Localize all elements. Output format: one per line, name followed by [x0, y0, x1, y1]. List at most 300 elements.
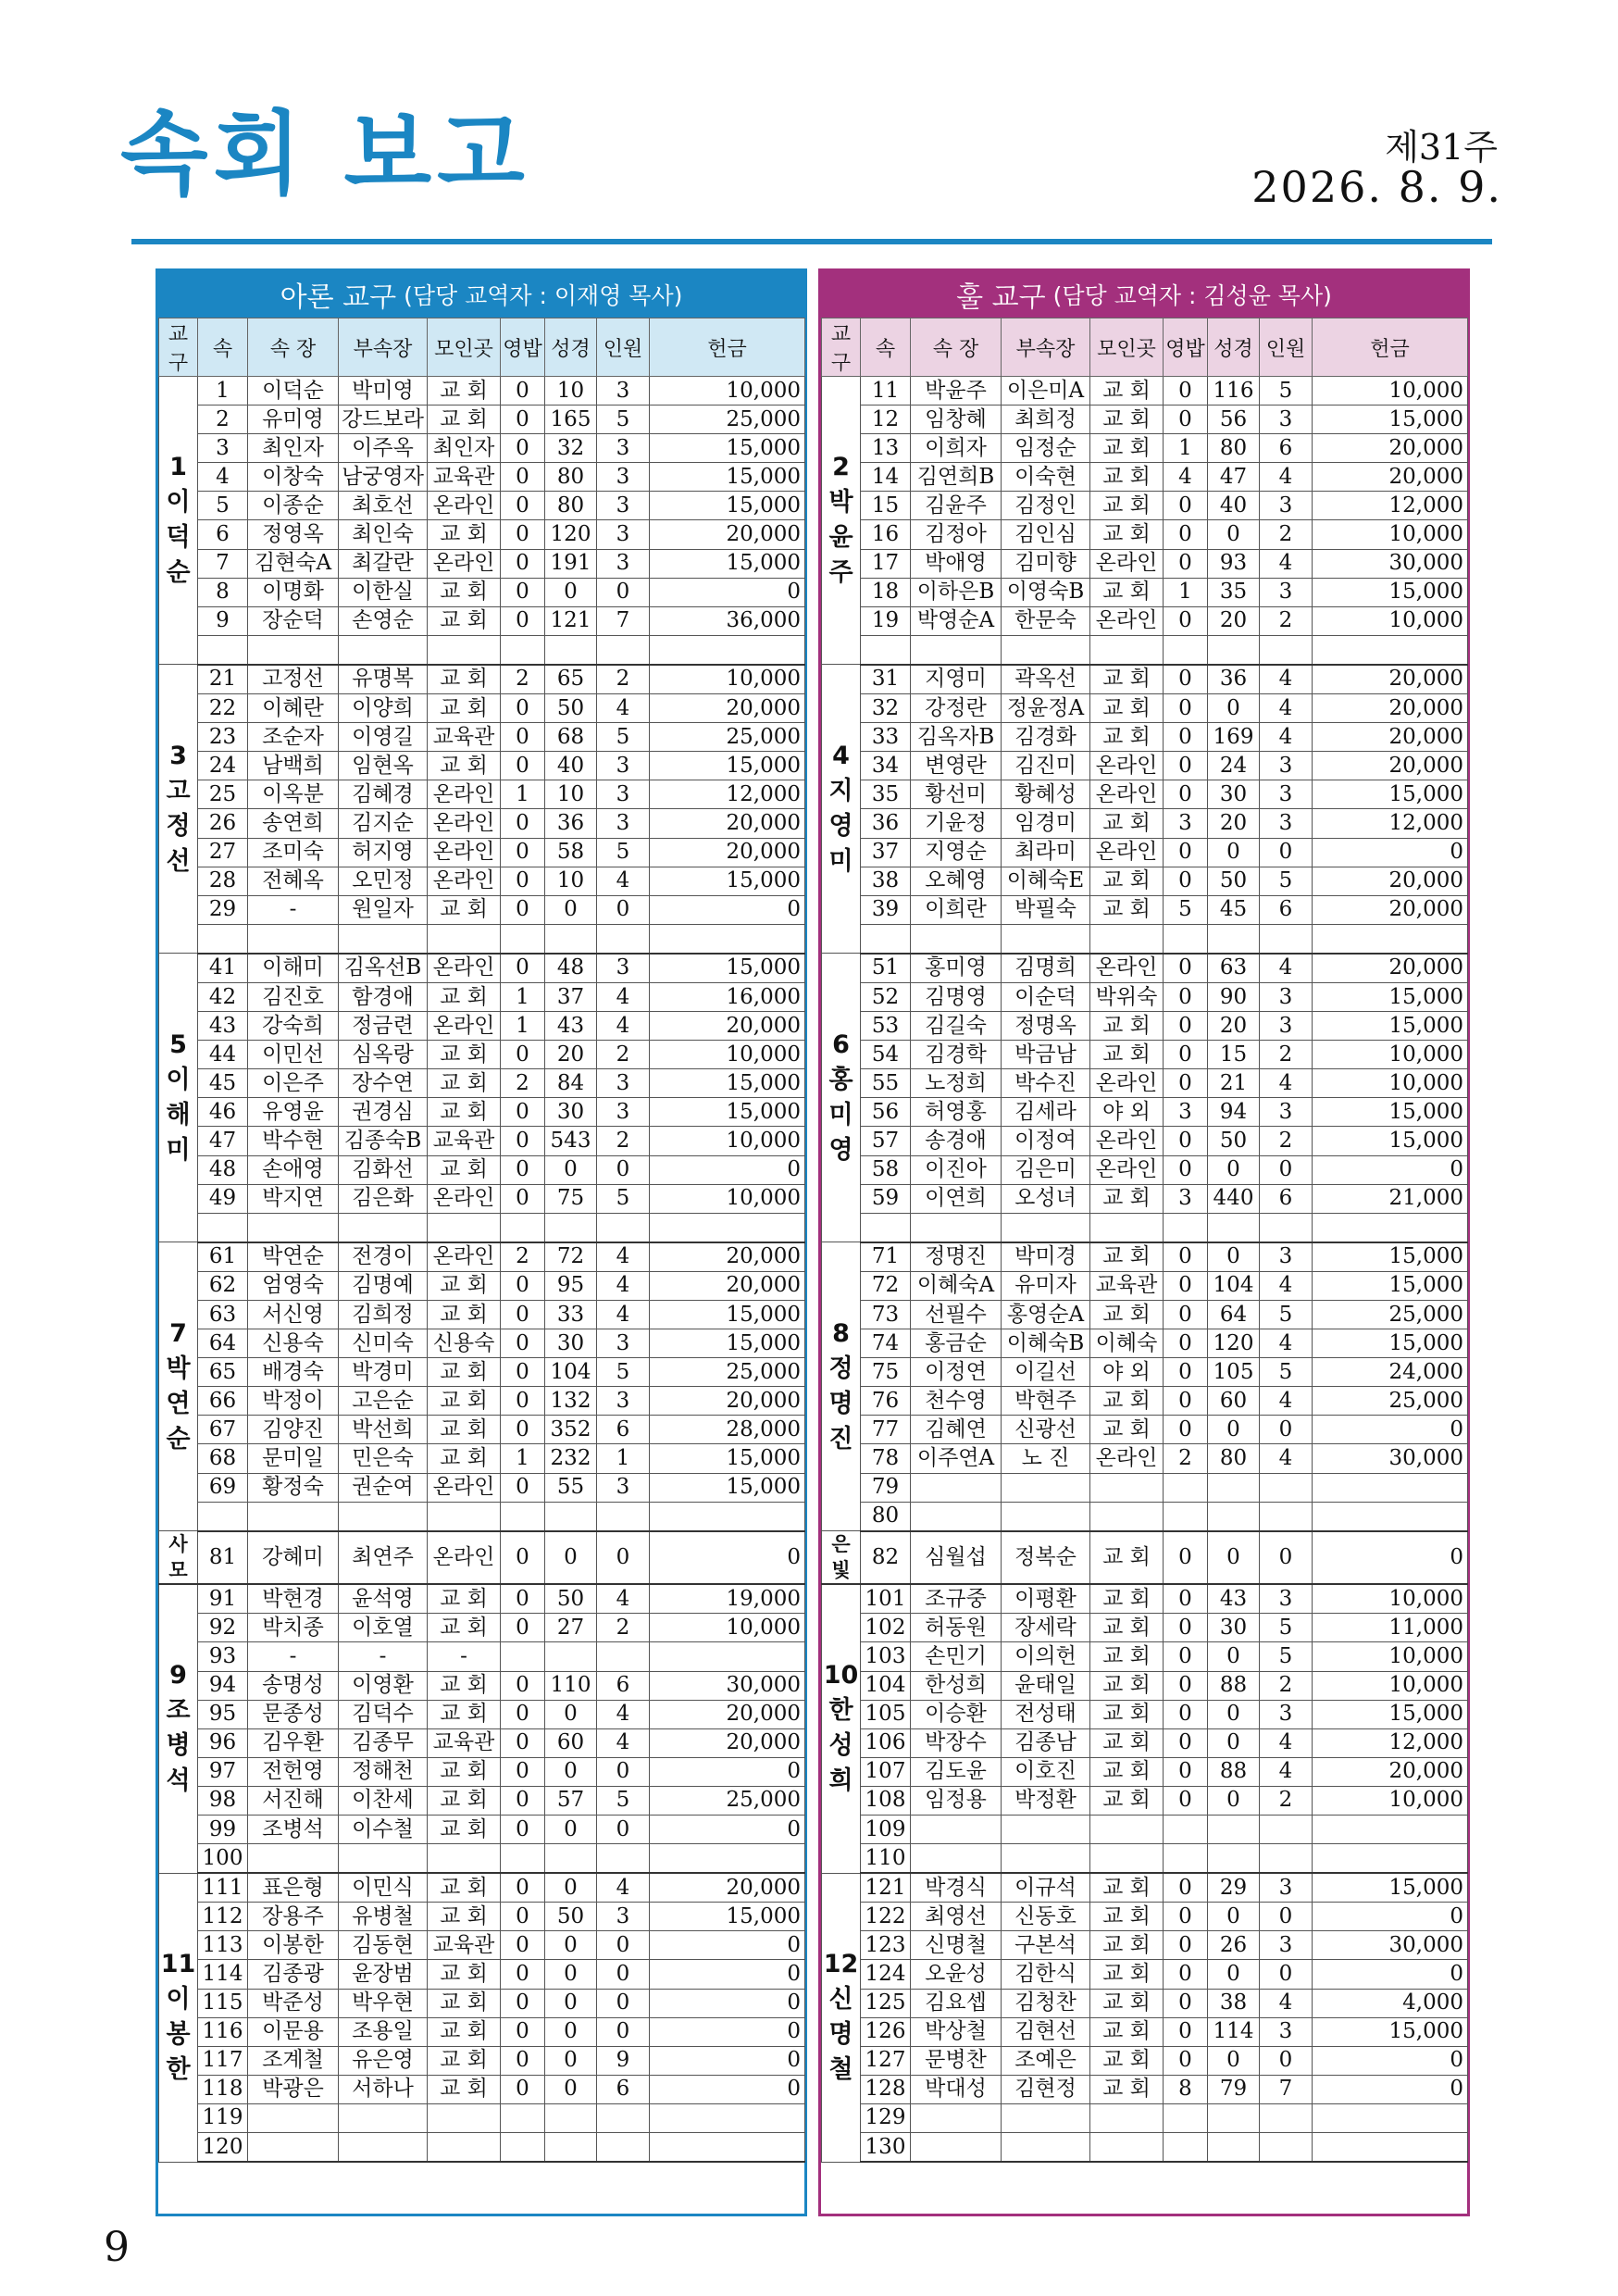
attendance-cell: 5 — [597, 1786, 650, 1815]
meeting-place-cell: 야 외 — [1090, 1098, 1164, 1127]
sok-number-cell: 32 — [861, 694, 911, 723]
group-label: 3 고 정 선 — [159, 665, 198, 954]
sub-leader-cell: 정명옥 — [1002, 1012, 1090, 1041]
attendance-cell: 2 — [1260, 1671, 1313, 1700]
attendance-cell: 6 — [1260, 895, 1313, 924]
prayer-cell: 0 — [1164, 1614, 1208, 1642]
column-header: 성경 — [545, 318, 597, 377]
bible-cell: 93 — [1208, 549, 1260, 578]
table-row — [822, 1127, 1468, 1155]
meeting-place-cell: 교 회 — [1090, 1757, 1164, 1786]
bible-cell: 0 — [545, 895, 597, 924]
bible-cell — [545, 1502, 597, 1531]
table-row — [159, 463, 805, 492]
sub-leader-cell — [1002, 2103, 1090, 2132]
attendance-cell: 3 — [597, 1473, 650, 1502]
attendance-cell: 4 — [597, 867, 650, 895]
sok-number-cell: 128 — [861, 2075, 911, 2103]
leader-cell: 오윤성 — [911, 1960, 1002, 1989]
column-header: 부속장 — [339, 318, 428, 377]
offering-cell — [1313, 1816, 1468, 1844]
prayer-cell: 0 — [501, 1816, 545, 1844]
prayer-cell: 0 — [1164, 1757, 1208, 1786]
bible-cell: 32 — [545, 434, 597, 463]
sok-number-cell: 126 — [861, 2017, 911, 2046]
meeting-place-cell: 온라인 — [428, 492, 501, 520]
attendance-cell: 2 — [597, 1614, 650, 1642]
bible-cell: 20 — [545, 1041, 597, 1069]
column-header: 모인곳 — [428, 318, 501, 377]
table-row — [822, 1069, 1468, 1098]
leader-cell: 김길숙 — [911, 1012, 1002, 1041]
table-row — [822, 520, 1468, 549]
bible-cell: 0 — [545, 2075, 597, 2103]
attendance-cell: 4 — [1260, 1069, 1313, 1098]
bible-cell — [1208, 1473, 1260, 1502]
table-row — [822, 723, 1468, 752]
table-row — [159, 1642, 805, 1671]
prayer-cell: 0 — [1164, 2017, 1208, 2046]
leader-cell: 김종광 — [248, 1960, 339, 1989]
bible-cell: 232 — [545, 1444, 597, 1473]
table-row — [159, 867, 805, 895]
table-row — [822, 924, 1468, 954]
prayer-cell: 0 — [1164, 1329, 1208, 1358]
bible-cell: 80 — [1208, 434, 1260, 463]
prayer-cell — [501, 1502, 545, 1531]
meeting-place-cell — [428, 2133, 501, 2163]
bible-cell — [1208, 635, 1260, 665]
leader-cell: 박경식 — [911, 1873, 1002, 1903]
meeting-place-cell — [1090, 1213, 1164, 1242]
offering-cell: 0 — [1313, 838, 1468, 867]
leader-cell: - — [248, 895, 339, 924]
leader-cell: 이옥분 — [248, 780, 339, 809]
bible-cell: 104 — [545, 1358, 597, 1387]
table-row — [159, 635, 805, 665]
leader-cell: 송명성 — [248, 1671, 339, 1700]
table-row — [822, 377, 1468, 406]
offering-cell: 0 — [1313, 1416, 1468, 1444]
offering-cell: 15,000 — [1313, 1271, 1468, 1300]
prayer-cell: 0 — [501, 406, 545, 434]
prayer-cell — [501, 2133, 545, 2163]
bible-cell: 0 — [545, 578, 597, 606]
attendance-cell — [1260, 1502, 1313, 1531]
column-header: 부속장 — [1002, 318, 1090, 377]
sub-leader-cell: 이한실 — [339, 578, 428, 606]
sub-leader-cell: 최호선 — [339, 492, 428, 520]
attendance-cell: 0 — [1260, 1155, 1313, 1184]
sok-number-cell: 35 — [861, 780, 911, 809]
sub-leader-cell: 박선희 — [339, 1416, 428, 1444]
table-header-row — [822, 318, 1468, 377]
hur-district-panel — [818, 268, 1470, 2216]
prayer-cell: 0 — [501, 1584, 545, 1614]
sub-leader-cell — [339, 924, 428, 954]
sub-leader-cell: 이은미A — [1002, 377, 1090, 406]
leader-cell: 조미숙 — [248, 838, 339, 867]
sub-leader-cell: 유명복 — [339, 665, 428, 694]
sub-leader-cell: 김현선 — [1002, 2017, 1090, 2046]
bible-cell: 30 — [1208, 1614, 1260, 1642]
prayer-cell: 0 — [501, 1614, 545, 1642]
sok-number-cell — [198, 635, 248, 665]
table-row — [822, 954, 1468, 983]
attendance-cell: 2 — [597, 665, 650, 694]
prayer-cell — [1164, 1502, 1208, 1531]
attendance-cell: 6 — [1260, 1184, 1313, 1213]
column-header: 인원 — [597, 318, 650, 377]
attendance-cell — [1260, 1213, 1313, 1242]
offering-cell: 15,000 — [1313, 2017, 1468, 2046]
attendance-cell: 2 — [1260, 1127, 1313, 1155]
prayer-cell: 1 — [501, 780, 545, 809]
leader-cell: 이승환 — [911, 1700, 1002, 1728]
sub-leader-cell: 김청찬 — [1002, 1989, 1090, 2017]
prayer-cell: 0 — [1164, 1358, 1208, 1387]
attendance-cell: 5 — [1260, 1614, 1313, 1642]
sok-number-cell — [861, 924, 911, 954]
table-row — [159, 2046, 805, 2075]
table-row — [159, 2075, 805, 2103]
sok-number-cell: 75 — [861, 1358, 911, 1387]
meeting-place-cell: 교 회 — [428, 1098, 501, 1127]
leader-cell: 최인자 — [248, 434, 339, 463]
leader-cell: 박애영 — [911, 549, 1002, 578]
attendance-cell: 3 — [1260, 578, 1313, 606]
offering-cell — [650, 924, 805, 954]
prayer-cell: 0 — [501, 1671, 545, 1700]
leader-cell: 황선미 — [911, 780, 1002, 809]
offering-cell — [650, 2103, 805, 2132]
sok-number-cell: 27 — [198, 838, 248, 867]
sub-leader-cell — [1002, 924, 1090, 954]
bible-cell: 30 — [545, 1098, 597, 1127]
bible-cell: 116 — [1208, 377, 1260, 406]
offering-cell — [1313, 2103, 1468, 2132]
prayer-cell: 0 — [1164, 1700, 1208, 1728]
leader-cell — [911, 1502, 1002, 1531]
attendance-cell — [1260, 1844, 1313, 1874]
offering-cell: 15,000 — [1313, 1012, 1468, 1041]
group-label: 사 모 — [159, 1531, 198, 1585]
sub-leader-cell: 이영길 — [339, 723, 428, 752]
bible-cell: 94 — [1208, 1098, 1260, 1127]
sub-leader-cell: 임정순 — [1002, 434, 1090, 463]
report-table — [158, 318, 805, 2163]
sok-number-cell: 96 — [198, 1728, 248, 1757]
table-row — [822, 463, 1468, 492]
sub-leader-cell: 이호열 — [339, 1614, 428, 1642]
offering-cell: 20,000 — [1313, 434, 1468, 463]
meeting-place-cell: 교 회 — [428, 2046, 501, 2075]
meeting-place-cell: - — [428, 1642, 501, 1671]
sub-leader-cell: 구본석 — [1002, 1931, 1090, 1960]
offering-cell: 20,000 — [650, 1271, 805, 1300]
sok-number-cell: 112 — [198, 1903, 248, 1931]
prayer-cell — [1164, 2133, 1208, 2163]
sub-leader-cell: 박미경 — [1002, 1242, 1090, 1272]
table-row — [159, 982, 805, 1011]
leader-cell: 조병석 — [248, 1816, 339, 1844]
prayer-cell: 0 — [501, 578, 545, 606]
offering-cell: 25,000 — [650, 1358, 805, 1387]
sub-leader-cell — [339, 2103, 428, 2132]
prayer-cell: 0 — [1164, 954, 1208, 983]
leader-cell: 허영홍 — [911, 1098, 1002, 1127]
meeting-place-cell: 교 회 — [1090, 1671, 1164, 1700]
leader-cell — [248, 2133, 339, 2163]
offering-cell: 0 — [1313, 1155, 1468, 1184]
attendance-cell: 5 — [1260, 867, 1313, 895]
meeting-place-cell — [1090, 924, 1164, 954]
bible-cell — [1208, 1502, 1260, 1531]
meeting-place-cell: 온라인 — [1090, 1155, 1164, 1184]
bible-cell: 35 — [1208, 578, 1260, 606]
sok-number-cell: 110 — [861, 1844, 911, 1874]
sub-leader-cell: 유미자 — [1002, 1271, 1090, 1300]
offering-cell: 15,000 — [1313, 1329, 1468, 1358]
table-row — [822, 1960, 1468, 1989]
offering-cell: 11,000 — [1313, 1614, 1468, 1642]
attendance-cell: 5 — [597, 838, 650, 867]
offering-cell — [650, 1213, 805, 1242]
attendance-cell: 0 — [597, 1155, 650, 1184]
table-row — [159, 1816, 805, 1844]
meeting-place-cell: 교 회 — [428, 1271, 501, 1300]
attendance-cell: 4 — [1260, 463, 1313, 492]
sok-number-cell: 64 — [198, 1329, 248, 1358]
attendance-cell: 3 — [597, 1098, 650, 1127]
meeting-place-cell: 온라인 — [1090, 838, 1164, 867]
panel-header — [821, 271, 1467, 318]
bible-cell: 68 — [545, 723, 597, 752]
bible-cell: 36 — [1208, 665, 1260, 694]
prayer-cell: 3 — [1164, 1184, 1208, 1213]
sub-leader-cell — [339, 1502, 428, 1531]
meeting-place-cell: 온라인 — [1090, 752, 1164, 780]
leader-cell: 신용숙 — [248, 1329, 339, 1358]
bible-cell: 110 — [545, 1671, 597, 1700]
prayer-cell: 0 — [501, 2075, 545, 2103]
bible-cell: 0 — [1208, 520, 1260, 549]
bible-cell: 29 — [1208, 1873, 1260, 1903]
meeting-place-cell: 교 회 — [428, 1671, 501, 1700]
offering-cell: 0 — [1313, 1960, 1468, 1989]
sub-leader-cell: 권경심 — [339, 1098, 428, 1127]
bible-cell: 43 — [1208, 1584, 1260, 1614]
bible-cell: 27 — [545, 1614, 597, 1642]
offering-cell: 0 — [650, 1757, 805, 1786]
prayer-cell: 0 — [501, 1127, 545, 1155]
meeting-place-cell: 교 회 — [1090, 1012, 1164, 1041]
attendance-cell: 0 — [597, 1931, 650, 1960]
offering-cell: 15,000 — [650, 549, 805, 578]
sok-number-cell: 34 — [861, 752, 911, 780]
leader-cell: 박치종 — [248, 1614, 339, 1642]
prayer-cell: 0 — [501, 1041, 545, 1069]
attendance-cell: 3 — [1260, 1098, 1313, 1127]
sub-leader-cell: 김진미 — [1002, 752, 1090, 780]
bible-cell: 0 — [1208, 1642, 1260, 1671]
attendance-cell: 5 — [597, 723, 650, 752]
leader-cell — [248, 635, 339, 665]
sub-leader-cell: 김동현 — [339, 1931, 428, 1960]
prayer-cell — [1164, 1473, 1208, 1502]
offering-cell: 10,000 — [650, 1184, 805, 1213]
sub-leader-cell: 임경미 — [1002, 809, 1090, 838]
prayer-cell: 0 — [501, 1873, 545, 1903]
table-row — [822, 1873, 1468, 1903]
table-row — [822, 1184, 1468, 1213]
table-row — [822, 1903, 1468, 1931]
sub-leader-cell: 노 진 — [1002, 1444, 1090, 1473]
attendance-cell: 4 — [597, 1301, 650, 1329]
meeting-place-cell: 온라인 — [1090, 549, 1164, 578]
bible-cell — [545, 924, 597, 954]
prayer-cell: 0 — [1164, 492, 1208, 520]
sok-number-cell: 94 — [198, 1671, 248, 1700]
leader-cell: 이하은B — [911, 578, 1002, 606]
table-row — [159, 752, 805, 780]
sub-leader-cell: 김한식 — [1002, 1960, 1090, 1989]
prayer-cell: 0 — [501, 1903, 545, 1931]
offering-cell — [1313, 635, 1468, 665]
leader-cell: 엄영숙 — [248, 1271, 339, 1300]
column-header: 성경 — [1208, 318, 1260, 377]
bible-cell: 0 — [1208, 1960, 1260, 1989]
bible-cell: 0 — [1208, 1416, 1260, 1444]
prayer-cell: 0 — [1164, 1531, 1208, 1585]
table-row — [822, 1301, 1468, 1329]
table-row — [822, 665, 1468, 694]
meeting-place-cell: 교 회 — [428, 1358, 501, 1387]
bible-cell: 10 — [545, 377, 597, 406]
sok-number-cell: 67 — [198, 1416, 248, 1444]
attendance-cell: 2 — [1260, 520, 1313, 549]
meeting-place-cell: 교 회 — [1090, 1931, 1164, 1960]
offering-cell: 20,000 — [650, 809, 805, 838]
leader-cell: 홍금순 — [911, 1329, 1002, 1358]
bible-cell: 72 — [545, 1242, 597, 1272]
prayer-cell: 0 — [501, 463, 545, 492]
attendance-cell: 3 — [597, 954, 650, 983]
prayer-cell: 0 — [501, 1531, 545, 1585]
sub-leader-cell: 박경미 — [339, 1358, 428, 1387]
prayer-cell: 0 — [1164, 1301, 1208, 1329]
attendance-cell: 3 — [1260, 1012, 1313, 1041]
prayer-cell — [501, 635, 545, 665]
sok-number-cell: 48 — [198, 1155, 248, 1184]
sok-number-cell: 33 — [861, 723, 911, 752]
leader-cell: 박대성 — [911, 2075, 1002, 2103]
sok-number-cell: 61 — [198, 1242, 248, 1272]
bible-cell: 0 — [545, 1700, 597, 1728]
offering-cell: 30,000 — [1313, 1444, 1468, 1473]
offering-cell: 15,000 — [650, 434, 805, 463]
sok-number-cell: 78 — [861, 1444, 911, 1473]
sub-leader-cell — [339, 1844, 428, 1874]
attendance-cell: 2 — [1260, 1041, 1313, 1069]
offering-cell: 20,000 — [1313, 752, 1468, 780]
sok-number-cell: 18 — [861, 578, 911, 606]
bible-cell: 0 — [545, 1531, 597, 1585]
meeting-place-cell: 교 회 — [428, 1041, 501, 1069]
meeting-place-cell — [1090, 1816, 1164, 1844]
table-row — [159, 1584, 805, 1614]
meeting-place-cell: 교육관 — [428, 1728, 501, 1757]
leader-cell: 박영순A — [911, 606, 1002, 635]
prayer-cell: 0 — [1164, 665, 1208, 694]
prayer-cell: 0 — [1164, 1786, 1208, 1815]
meeting-place-cell: 교 회 — [1090, 2075, 1164, 2103]
table-row — [822, 1700, 1468, 1728]
bible-cell — [545, 1642, 597, 1671]
table-row — [822, 434, 1468, 463]
table-row — [822, 1155, 1468, 1184]
attendance-cell — [597, 635, 650, 665]
attendance-cell — [597, 1213, 650, 1242]
sok-number-cell: 55 — [861, 1069, 911, 1098]
table-row — [159, 1069, 805, 1098]
attendance-cell: 3 — [1260, 406, 1313, 434]
meeting-place-cell: 온라인 — [1090, 1127, 1164, 1155]
leader-cell — [911, 1473, 1002, 1502]
column-header: 모인곳 — [1090, 318, 1164, 377]
attendance-cell — [597, 1844, 650, 1874]
offering-cell: 15,000 — [650, 954, 805, 983]
bible-cell: 0 — [1208, 1700, 1260, 1728]
sub-leader-cell: 김세라 — [1002, 1098, 1090, 1127]
sub-leader-cell: 이호진 — [1002, 1757, 1090, 1786]
column-header: 교구 — [159, 318, 198, 377]
bible-cell: 40 — [1208, 492, 1260, 520]
sok-number-cell: 109 — [861, 1816, 911, 1844]
table-row — [159, 520, 805, 549]
prayer-cell: 0 — [1164, 838, 1208, 867]
attendance-cell: 4 — [1260, 1757, 1313, 1786]
attendance-cell: 6 — [597, 1416, 650, 1444]
sok-number-cell: 93 — [198, 1642, 248, 1671]
meeting-place-cell: 교 회 — [428, 1816, 501, 1844]
meeting-place-cell: 교 회 — [1090, 434, 1164, 463]
offering-cell: 10,000 — [1313, 606, 1468, 635]
sok-number-cell: 111 — [198, 1873, 248, 1903]
meeting-place-cell: 교 회 — [1090, 1416, 1164, 1444]
sub-leader-cell: 박금남 — [1002, 1041, 1090, 1069]
attendance-cell: 4 — [1260, 954, 1313, 983]
table-row — [822, 1584, 1468, 1614]
attendance-cell: 0 — [597, 1960, 650, 1989]
prayer-cell: 0 — [501, 434, 545, 463]
bible-cell: 0 — [545, 1989, 597, 2017]
leader-cell: 김연희B — [911, 463, 1002, 492]
prayer-cell: 0 — [501, 1358, 545, 1387]
sub-leader-cell: 이평환 — [1002, 1584, 1090, 1614]
sok-number-cell: 76 — [861, 1387, 911, 1416]
prayer-cell: 0 — [1164, 606, 1208, 635]
leader-cell — [911, 2133, 1002, 2163]
prayer-cell — [501, 1642, 545, 1671]
table-row — [822, 549, 1468, 578]
meeting-place-cell: 교 회 — [428, 665, 501, 694]
table-row — [822, 1816, 1468, 1844]
table-row — [159, 809, 805, 838]
leader-cell: 장순덕 — [248, 606, 339, 635]
prayer-cell: 0 — [1164, 549, 1208, 578]
offering-cell: 20,000 — [1313, 665, 1468, 694]
